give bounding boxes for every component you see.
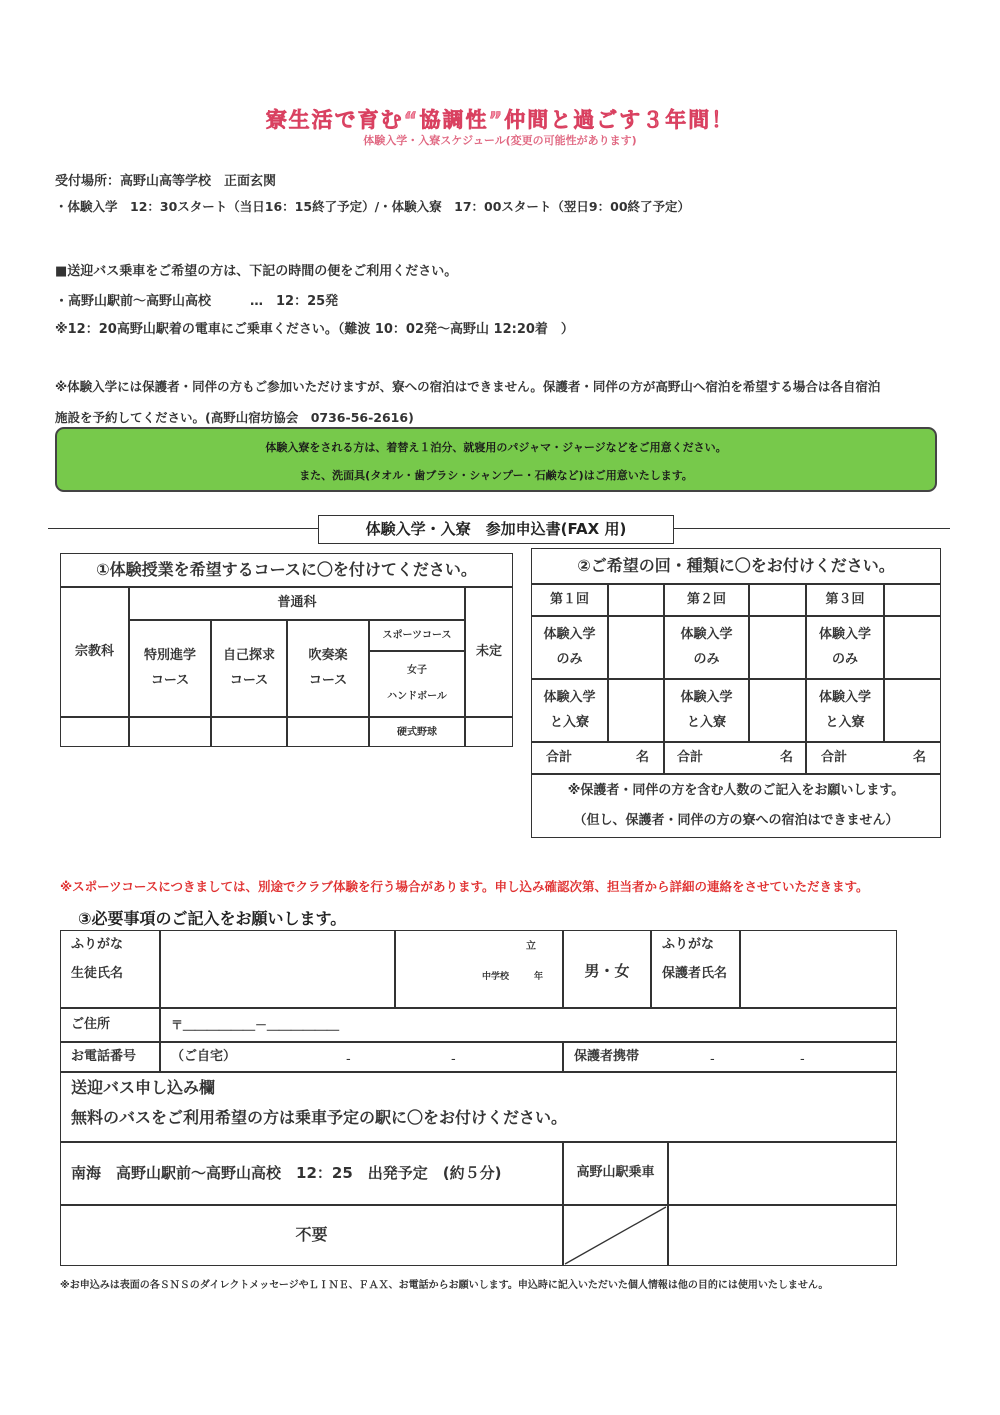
type2-line-2: と入寮: [549, 714, 589, 730]
guardian-note-line-1: ※体験入学には保護者・同伴の方もご参加いただけますが、寮への宿泊はできません。保護者・同伴の方が高野山へ宿泊を希望する場合は各自宿泊: [55, 379, 881, 394]
round-note-2: （但し、保護者・同伴の方の寮への宿泊はできません）: [573, 813, 899, 828]
diagonal-line: [563, 1205, 668, 1266]
total-label: 合計: [821, 749, 848, 765]
mobile-dash-2: -: [800, 1052, 805, 1067]
course-jiko-line-2: コース: [229, 672, 269, 688]
type2-line-2: と入寮: [686, 714, 726, 730]
student-name-text: 生徒氏名: [71, 965, 124, 981]
round-2-type2-label: [664, 679, 749, 742]
round-1-label: 第１回: [531, 584, 608, 616]
course-futsu-label: 普通科: [129, 587, 465, 620]
course-jiko-checkbox[interactable]: [211, 717, 287, 747]
guardian-furigana-label: ふりがな: [662, 937, 715, 952]
course-koshiki-label[interactable]: 硬式野球: [369, 717, 465, 747]
mobile-phone-label: 保護者携帯: [574, 1048, 640, 1064]
type1-line-1: 体験入学: [680, 626, 733, 642]
course-jiko-line-1: 自己探求: [222, 647, 275, 663]
mobile-phone-field[interactable]: [563, 1042, 897, 1072]
course-mitei-checkbox[interactable]: [465, 717, 513, 747]
page-title: 寮生活で育む“協調性”仲間と過ごす３年間！: [265, 108, 735, 132]
course-shukyo-label: 宗教科: [60, 587, 129, 717]
round-table-heading: ②ご希望の回・種類に〇をお付けください。: [531, 548, 941, 584]
phone-label: お電話番号: [60, 1042, 160, 1072]
bus-section: [60, 1072, 897, 1142]
round-2-type2-checkbox[interactable]: [749, 679, 806, 742]
home-phone-label: （ご自宅）: [171, 1048, 237, 1064]
no-need-label: 不要: [60, 1205, 563, 1266]
home-phone-field[interactable]: [160, 1042, 563, 1072]
course-tokubetsu-label: [129, 620, 211, 717]
round-1-type2-label: [531, 679, 608, 742]
type1-line-1: 体験入学: [818, 626, 871, 642]
course-tokubetsu-checkbox[interactable]: [129, 717, 211, 747]
course-suisogaku-line-2: コース: [308, 672, 348, 688]
student-name-field[interactable]: [160, 930, 395, 1008]
footnote: ※お申込みは表面の各ＳＮＳのダイレクトメッセージやＬＩＮＥ、ＦＡＸ、お電話からお願いします。申込時に記入いただいた個人情報は他の目的には使用いたしません。: [60, 1280, 829, 1291]
station-checkbox[interactable]: [668, 1142, 897, 1205]
course-tokubetsu-line-2: コース: [150, 672, 190, 688]
gender-select[interactable]: 男・女: [563, 930, 651, 1008]
round-3-total[interactable]: [806, 742, 941, 774]
course-joshi-line-2: ハンドボール: [387, 691, 447, 702]
round-3-type2-checkbox[interactable]: [884, 679, 941, 742]
no-need-checkbox[interactable]: [668, 1205, 897, 1266]
form-title: 体験入学・入寮 参加申込書(FAX 用): [318, 515, 674, 544]
bus-route-line: ・高野山駅前～高野山高校 … 12：25発: [55, 294, 339, 309]
student-name-label: [60, 930, 160, 1008]
guardian-note-line-2: 施設を予約してください。(高野山宿坊協会 0736-56-2616): [55, 410, 414, 425]
preparation-notice-box: [55, 427, 937, 492]
total-unit: 名: [635, 749, 649, 765]
course-jiko-label: [211, 620, 287, 717]
round-2-label: 第２回: [664, 584, 749, 616]
page-subtitle: 体験入学・入寮スケジュール(変更の可能性があります): [363, 134, 637, 147]
course-shukyo-checkbox[interactable]: [60, 717, 129, 747]
course-mitei-label: 未定: [465, 587, 513, 717]
round-2-total[interactable]: [664, 742, 806, 774]
round-note-1: ※保護者・同伴の方を含む人数のご記入をお願いします。: [567, 783, 905, 799]
train-note-line: ※12：20高野山駅着の電車にご乗車ください。（難波 10：02発～高野山 12:20着 ）: [55, 322, 574, 337]
bus-option-label: 南海 高野山駅前～高野山高校 12：25 出発予定 (約５分): [60, 1142, 563, 1205]
total-label: 合計: [677, 749, 704, 765]
course-suisogaku-line-1: 吹奏楽: [308, 647, 348, 663]
total-unit: 名: [912, 749, 926, 765]
furigana-label: ふりがな: [71, 937, 124, 952]
sports-notice: ※スポーツコースにつきましては、別途でクラブ体験を行う場合があります。申し込み確認次第、担当者から詳細の連絡をさせていただきます。: [60, 879, 869, 894]
type2-line-2: と入寮: [825, 714, 865, 730]
reception-line: 受付場所：高野山高等学校 正面玄関: [55, 174, 277, 189]
total-unit: 名: [779, 749, 793, 765]
round-3-label: 第３回: [806, 584, 884, 616]
round-3-type1-label: [806, 616, 884, 679]
round-1-type1-checkbox[interactable]: [608, 616, 664, 679]
course-joshi-line-1: 女子: [407, 665, 427, 676]
course-suisogaku-label: [287, 620, 369, 717]
ritsu-label: 立: [526, 941, 536, 952]
type1-line-1: 体験入学: [543, 626, 596, 642]
course-suisogaku-checkbox[interactable]: [287, 717, 369, 747]
round-3-type1-checkbox[interactable]: [884, 616, 941, 679]
course-joshi-label: [369, 651, 465, 717]
phone-dash-1: -: [346, 1052, 351, 1067]
type1-line-2: のみ: [693, 651, 720, 667]
schedule-line: ・体験入学 12：30スタート（当日16：15終了予定）/・体験入寮 17：00スタート（翌日9：00終了予定）: [55, 199, 691, 214]
round-table-note: [531, 774, 941, 838]
type2-line-1: 体験入学: [818, 689, 871, 705]
type1-line-2: のみ: [831, 651, 858, 667]
round-2-type1-checkbox[interactable]: [749, 616, 806, 679]
round-1-type2-checkbox[interactable]: [608, 679, 664, 742]
course-tokubetsu-line-1: 特別進学: [143, 647, 196, 663]
school-field[interactable]: [395, 930, 563, 1008]
round-2-type1-label: [664, 616, 749, 679]
address-field[interactable]: 〒＿＿＿＿＿＿－＿＿＿＿＿＿: [160, 1008, 897, 1042]
round-1-total[interactable]: [531, 742, 664, 774]
station-label: 高野山駅乗車: [563, 1142, 668, 1205]
round-3-type2-label: [806, 679, 884, 742]
type2-line-1: 体験入学: [680, 689, 733, 705]
chugakko-label: 中学校: [482, 972, 510, 982]
round-3-blank: [884, 584, 941, 616]
guardian-name-text: 保護者氏名: [662, 965, 728, 981]
address-label: ご住所: [60, 1008, 160, 1042]
round-1-blank: [608, 584, 664, 616]
round-1-type1-label: [531, 616, 608, 679]
preparation-line-1: 体験入寮をされる方は、着替え１泊分、就寝用のパジャマ・ジャージなどをご用意ください。: [265, 441, 727, 454]
round-2-blank: [749, 584, 806, 616]
section3-heading: ③必要事項のご記入をお願いします。: [78, 909, 347, 928]
phone-dash-2: -: [451, 1052, 456, 1067]
nen-label: 年: [534, 972, 544, 982]
type2-line-1: 体験入学: [543, 689, 596, 705]
preparation-line-2: また、洗面具(タオル・歯ブラシ・シャンプー・石鹸など)はご用意いたします。: [299, 469, 693, 482]
type1-line-2: のみ: [556, 651, 583, 667]
course-table-heading: ①体験授業を希望するコースに〇を付けてください。: [60, 553, 513, 587]
mobile-dash-1: -: [710, 1052, 715, 1067]
bus-desc: 無料のバスをご利用希望の方は乗車予定の駅に〇をお付けください。: [71, 1107, 568, 1127]
guardian-name-field[interactable]: [740, 930, 897, 1008]
course-sports-label: スポーツコース: [369, 620, 465, 651]
bus-title: 送迎バス申し込み欄: [71, 1078, 216, 1097]
bus-notice-line: ■送迎バス乗車をご希望の方は、下記の時間の便をご利用ください。: [55, 264, 458, 279]
total-label: 合計: [546, 749, 573, 765]
guardian-name-label: [651, 930, 740, 1008]
